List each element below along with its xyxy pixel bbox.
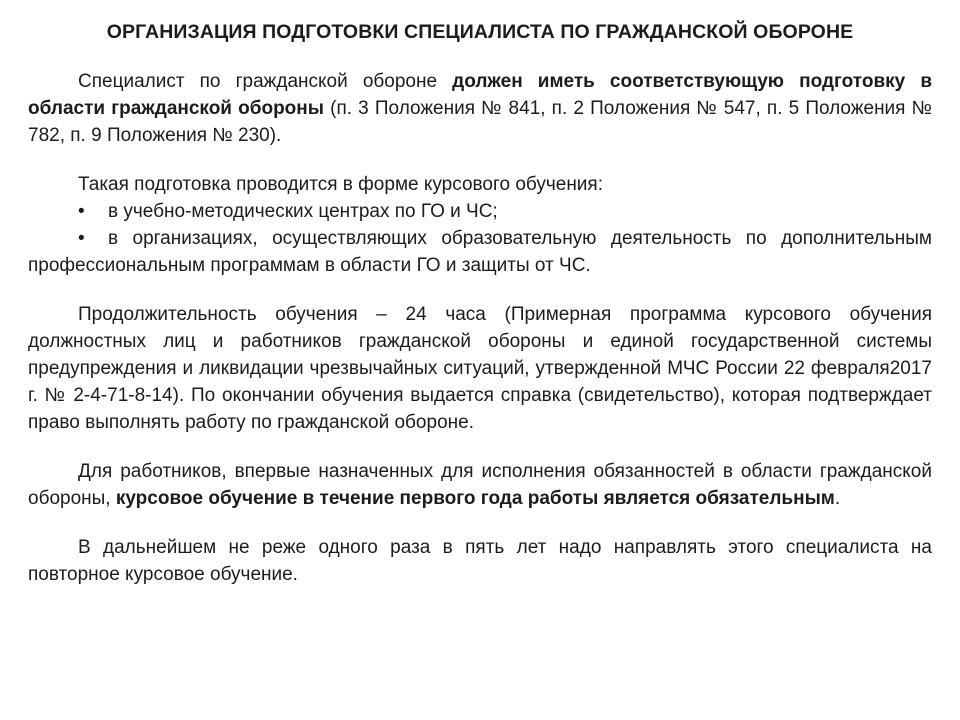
paragraph-repeat-training: В дальнейшем не реже одного раза в пять лет надо направлять этого специалиста на повторное курсовое обучение. bbox=[28, 537, 932, 585]
bullet-item-2 bbox=[28, 225, 932, 279]
paragraph-course-form: Такая подготовка проводится в форме курсового обучения: bbox=[78, 174, 603, 195]
paragraph-specialist-training bbox=[28, 68, 932, 149]
paragraph-first-year bbox=[28, 458, 932, 512]
bullet-dot: • bbox=[78, 201, 85, 222]
bullet-dot: • bbox=[78, 228, 85, 249]
p1-bold: должен иметь соответствующую подготовку в области гражданской обороны bbox=[28, 71, 932, 119]
page-title: ОРГАНИЗАЦИЯ ПОДГОТОВКИ СПЕЦИАЛИСТА ПО ГРАЖДАНСКОЙ ОБОРОНЕ bbox=[106, 21, 854, 43]
bullet-item-1 bbox=[28, 198, 932, 225]
p1-tail: (п. 3 Положения № 841, п. 2 Положения № 547, п. 5 Положения № 782, п. 9 Положения № 230). bbox=[28, 98, 932, 146]
p4-bold: курсовое обучение в течение первого года работы является обязательным bbox=[115, 488, 835, 509]
p4-lead: Для работников, впервые назначенных для исполнения обязанностей в области гражданской обороны, bbox=[28, 461, 932, 509]
paragraph-duration: Продолжительность обучения – 24 часа (Примерная программа курсового обучения должностных лиц и работников гражданской обороны и единой государственной системы предупреждения и ликвидации чрезвычайных ситуаций, утвержденной МЧС России 22 февраля2017 г. № 2-4-71-8-14). По окончании обучения выдается справка (свидетельство), которая подтверждает право выполнять работу по гражданской обороне. bbox=[28, 304, 932, 433]
p4-tail: . bbox=[834, 488, 841, 509]
bullet-text-2: в организациях, осуществляющих образовательную деятельность по дополнительным профессиональным программам в области ГО и защиты от ЧС. bbox=[28, 228, 932, 276]
p1-lead: Специалист по гражданской обороне bbox=[78, 71, 453, 92]
bullet-text-1: в учебно-методических центрах по ГО и ЧС; bbox=[108, 201, 498, 222]
slide-page bbox=[28, 18, 932, 588]
